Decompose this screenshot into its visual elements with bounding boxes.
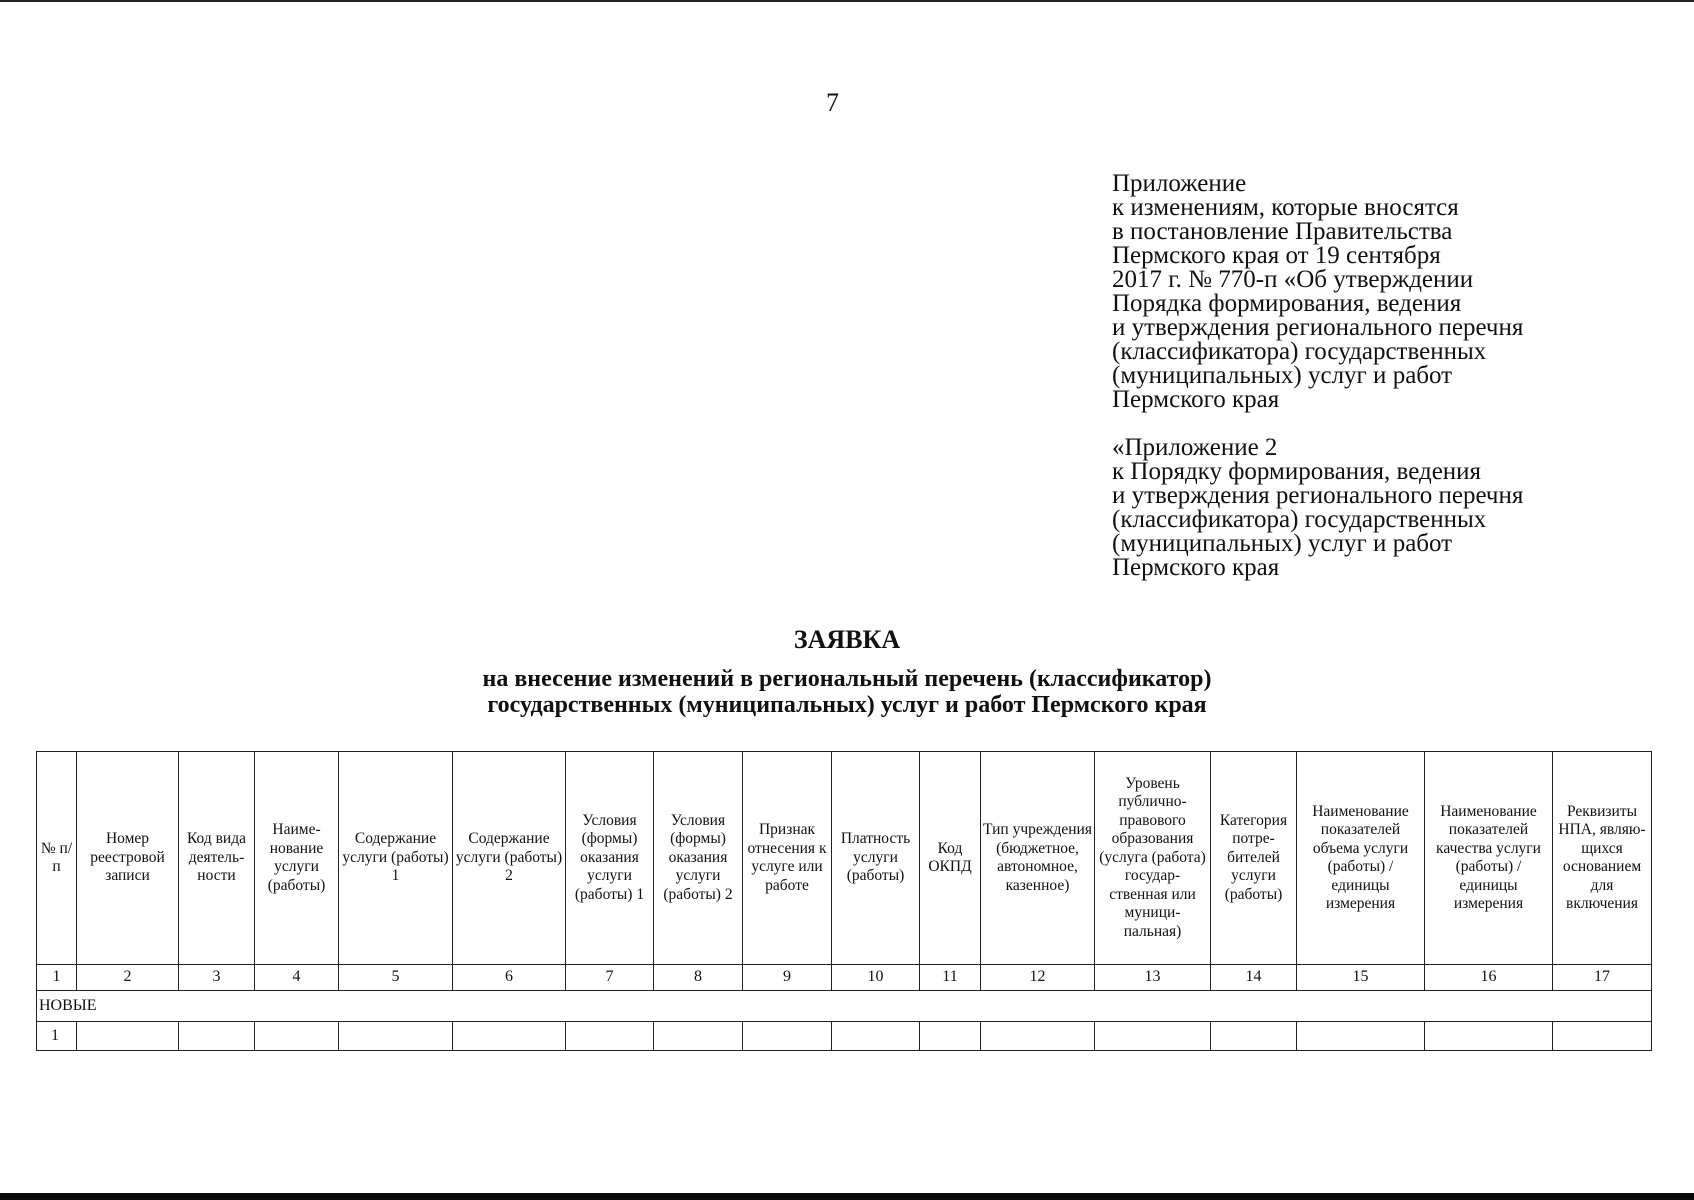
column-number: 17 bbox=[1553, 965, 1652, 991]
page-top-border bbox=[0, 0, 1694, 2]
table-cell bbox=[339, 1022, 453, 1051]
column-header: Условия (формы) оказания услуги (работы) 2 bbox=[654, 752, 743, 965]
section-row bbox=[37, 991, 1652, 1022]
column-number-row bbox=[37, 965, 1652, 991]
column-header: Содержание услуги (работы) 2 bbox=[453, 752, 566, 965]
column-number: 7 bbox=[566, 965, 654, 991]
section-label: НОВЫЕ bbox=[37, 991, 1652, 1022]
table-cell bbox=[566, 1022, 654, 1051]
column-header: Реквизиты НПА, являю- щихся основанием для включения bbox=[1553, 752, 1652, 965]
table-cell bbox=[1095, 1022, 1211, 1051]
column-number: 2 bbox=[77, 965, 179, 991]
table-cell bbox=[1553, 1022, 1652, 1051]
table-row bbox=[37, 1022, 1652, 1051]
column-number: 5 bbox=[339, 965, 453, 991]
appendix-line: (классификатора) государственных bbox=[1112, 338, 1487, 365]
appendix-line: и утверждения регионального перечня bbox=[1112, 482, 1524, 509]
appendix-spacer bbox=[1112, 412, 1632, 436]
column-number: 15 bbox=[1297, 965, 1425, 991]
column-header: Уровень публично- правового образования (услуга (работа) государ- ственная или муници- пальная) bbox=[1095, 752, 1211, 965]
column-header: Наименование показателей качества услуги (работы) / единицы измерения bbox=[1425, 752, 1553, 965]
column-header: № п/п bbox=[37, 752, 77, 965]
appendix-line: 2017 г. № 770-п «Об утверждении bbox=[1112, 266, 1474, 293]
column-header: Наиме- нование услуги (работы) bbox=[255, 752, 339, 965]
column-number: 12 bbox=[981, 965, 1095, 991]
table-cell bbox=[1425, 1022, 1553, 1051]
table-cell bbox=[920, 1022, 981, 1051]
appendix-line: к Порядку формирования, ведения bbox=[1112, 458, 1482, 485]
table-cell bbox=[255, 1022, 339, 1051]
appendix-line: и утверждения регионального перечня bbox=[1112, 314, 1524, 341]
appendix-line: Порядка формирования, ведения bbox=[1112, 290, 1462, 317]
appendix-2-note bbox=[1112, 436, 1632, 580]
appendix-line: (муниципальных) услуг и работ bbox=[1112, 530, 1453, 557]
table-cell bbox=[654, 1022, 743, 1051]
column-number: 13 bbox=[1095, 965, 1211, 991]
column-number: 16 bbox=[1425, 965, 1553, 991]
appendix-line: «Приложение 2 bbox=[1112, 434, 1278, 461]
column-header: Код вида деятель- ности bbox=[179, 752, 255, 965]
table-cell bbox=[77, 1022, 179, 1051]
table-cell bbox=[832, 1022, 920, 1051]
column-number: 11 bbox=[920, 965, 981, 991]
column-header: Условия (формы) оказания услуги (работы) 1 bbox=[566, 752, 654, 965]
document-subtitle bbox=[0, 666, 1694, 718]
page-bottom-border bbox=[0, 1193, 1694, 1200]
header-row bbox=[37, 752, 1652, 965]
appendix-line: к изменениям, которые вносятся bbox=[1112, 194, 1459, 221]
column-header: Номер реестровой записи bbox=[77, 752, 179, 965]
column-number: 8 bbox=[654, 965, 743, 991]
column-number: 6 bbox=[453, 965, 566, 991]
column-number: 1 bbox=[37, 965, 77, 991]
column-header: Наименование показателей объема услуги (работы) / единицы измерения bbox=[1297, 752, 1425, 965]
column-header: Код ОКПД bbox=[920, 752, 981, 965]
appendix-line: (муниципальных) услуг и работ bbox=[1112, 362, 1453, 389]
appendix-line: Пермского края от 19 сентября bbox=[1112, 242, 1441, 269]
request-table bbox=[36, 751, 1652, 1051]
table-cell bbox=[179, 1022, 255, 1051]
appendix-line: Приложение bbox=[1112, 170, 1247, 197]
subtitle-line: государственных (муниципальных) услуг и работ Пермского края bbox=[487, 692, 1207, 718]
table-cell bbox=[1211, 1022, 1297, 1051]
column-header: Категория потре- бителей услуги (работы) bbox=[1211, 752, 1297, 965]
column-number: 3 bbox=[179, 965, 255, 991]
appendix-note bbox=[1112, 172, 1632, 412]
appendix-line: в постановление Правительства bbox=[1112, 218, 1453, 245]
appendix-line: (классификатора) государственных bbox=[1112, 506, 1487, 533]
column-header: Содержание услуги (работы) 1 bbox=[339, 752, 453, 965]
document-title: ЗАЯВКА bbox=[793, 625, 901, 654]
appendix-line: Пермского края bbox=[1112, 554, 1280, 581]
table-cell bbox=[981, 1022, 1095, 1051]
table-cell bbox=[743, 1022, 832, 1051]
column-number: 4 bbox=[255, 965, 339, 991]
table-cell: 1 bbox=[37, 1022, 77, 1051]
subtitle-line: на внесение изменений в региональный перечень (классификатор) bbox=[482, 666, 1212, 692]
column-header: Тип учреждения (бюджетное, автономное, казенное) bbox=[981, 752, 1095, 965]
page-number: 7 bbox=[826, 88, 839, 117]
column-number: 9 bbox=[743, 965, 832, 991]
table-body bbox=[37, 752, 1652, 1051]
column-header: Платность услуги (работы) bbox=[832, 752, 920, 965]
table-cell bbox=[1297, 1022, 1425, 1051]
column-number: 10 bbox=[832, 965, 920, 991]
column-header: Признак отнесения к услуге или работе bbox=[743, 752, 832, 965]
appendix-line: Пермского края bbox=[1112, 386, 1280, 413]
column-number: 14 bbox=[1211, 965, 1297, 991]
table-cell bbox=[453, 1022, 566, 1051]
appendix-block bbox=[1112, 172, 1632, 580]
